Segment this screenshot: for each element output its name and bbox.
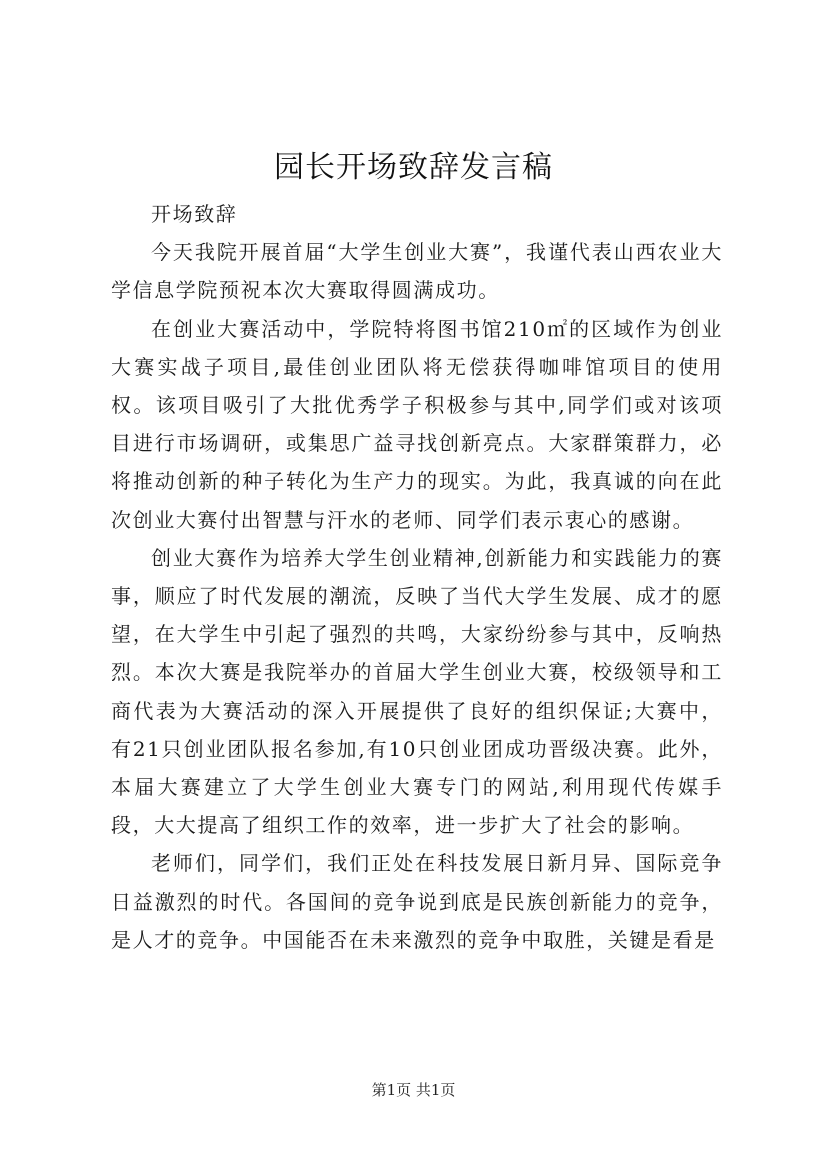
document-title: 园长开场致辞发言稿 — [274, 150, 553, 185]
paragraph-competition: 创业大赛作为培养大学生创业精神,创新能力和实践能力的赛事，顺应了时代发展的潮流，反映了当代大学生发展、成才的愿望，在大学生中引起了强烈的共鸣，大家纷纷参与其中，反响热烈。本次大赛是我院举办的首届大学生创业大赛，校级领导和工商代表为大赛活动的深入开展提供了良好的组织保证;大赛中，有21只创业团队报名参加,有10只创业团成功晋级决赛。此外，本届大赛建立了大学生创业大赛专门的网站,利用现代传媒手段，大大提高了组织工作的效率，进一步扩大了社会的影响。 — [111, 545, 723, 838]
paragraph-closing: 老师们，同学们，我们正处在科技发展日新月异、国际竞争日益激烈的时代。各国间的竞争说到底是民族创新能力的竞争，是人才的竞争。中国能否在未来激烈的竞争中取胜，关键是看是 — [111, 851, 723, 952]
page-footer: 第1页 共1页 — [371, 1081, 456, 1099]
paragraph-heading: 开场致辞 — [151, 202, 238, 226]
document-body — [111, 195, 723, 959]
paragraph-project: 在创业大赛活动中，学院特将图书馆210㎡的区域作为创业大赛实战子项目,最佳创业团队将无偿获得咖啡馆项目的使用权。该项目吸引了大批优秀学子积极参与其中,同学们或对该项目进行市场调研，或集思广益寻找创新亮点。大家群策群力，必将推动创新的种子转化为生产力的现实。为此，我真诚的向在此次创业大赛付出智慧与汗水的老师、同学们表示衷心的感谢。 — [111, 316, 723, 532]
paragraph-opening: 今天我院开展首届“大学生创业大赛”，我谨代表山西农业大学信息学院预祝本次大赛取得圆满成功。 — [111, 240, 723, 303]
